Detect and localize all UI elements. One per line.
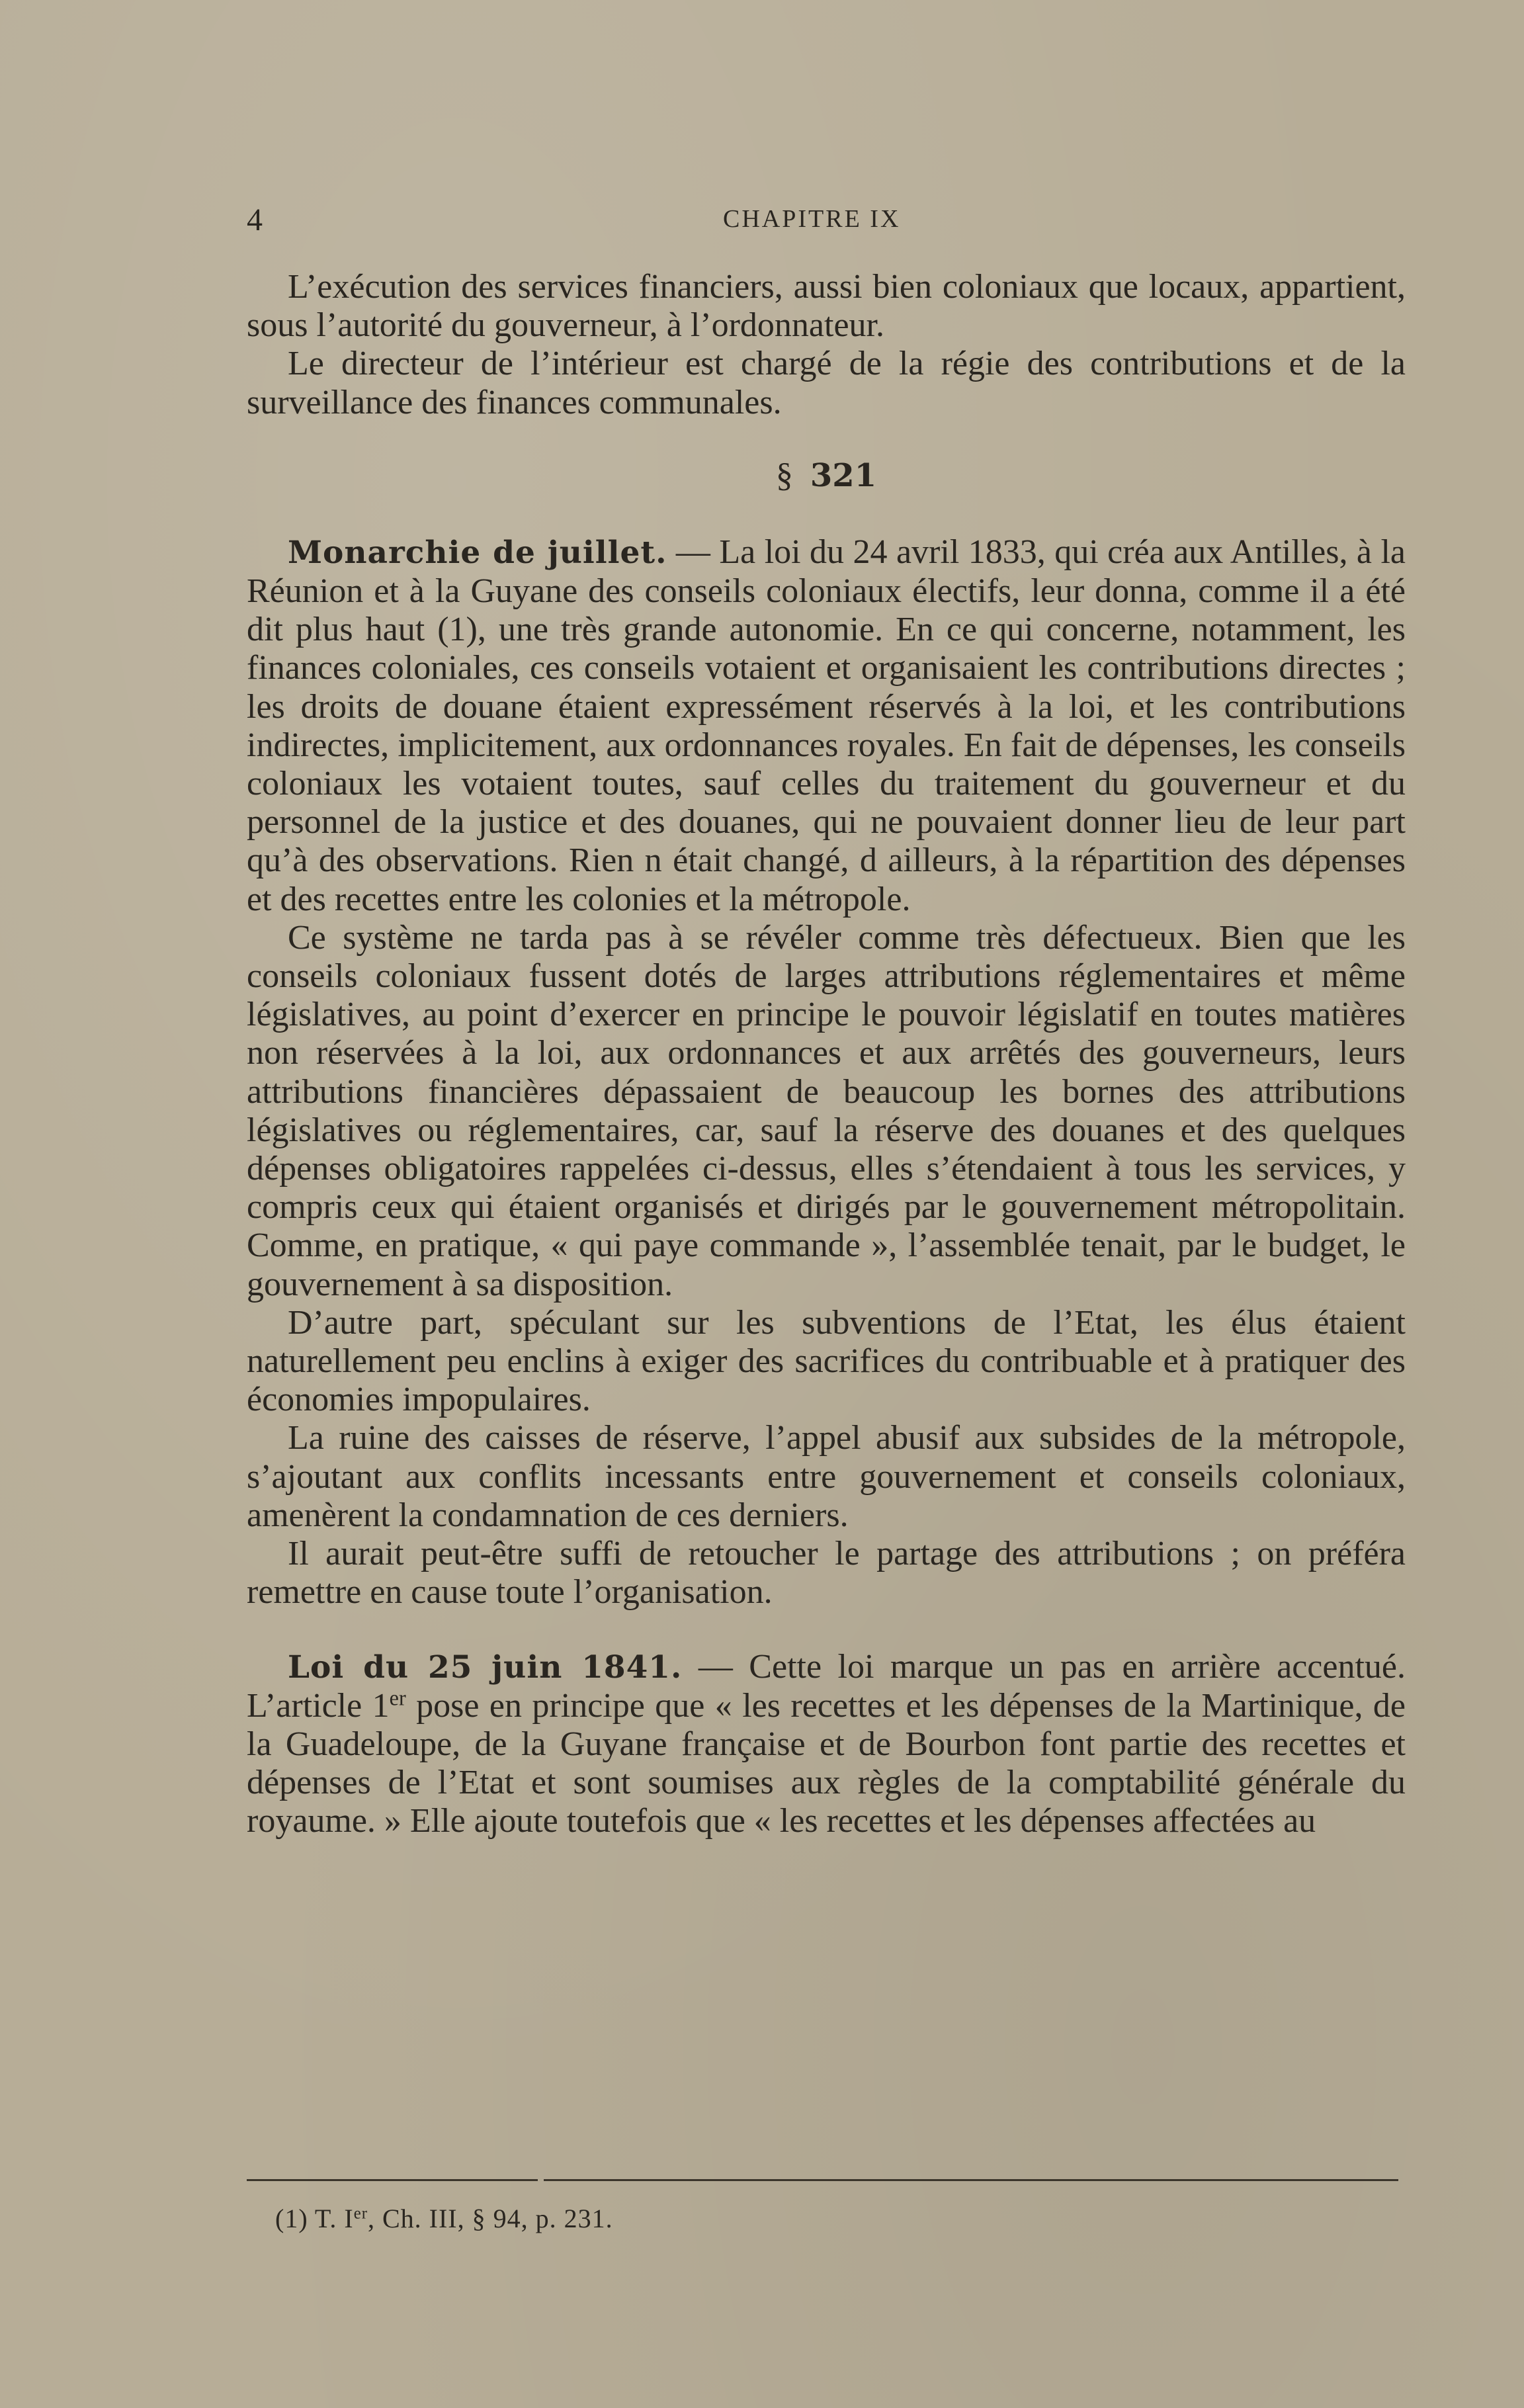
run-in-heading-monarchie: Monarchie de juillet. bbox=[288, 534, 667, 571]
footnote bbox=[275, 2203, 613, 2234]
footnote-rule-left bbox=[247, 2179, 538, 2181]
paragraph-1: L’exécution des services financiers, aussi bien coloniaux que locaux, appartient, sous l’autorité du gouverneur, à l’ordonnateur. bbox=[247, 268, 1406, 345]
page-header bbox=[247, 202, 1406, 241]
footnote-superscript: er bbox=[353, 2204, 368, 2223]
running-head: CHAPITRE IX bbox=[723, 205, 901, 233]
paragraph-gap bbox=[247, 1612, 1406, 1648]
section-symbol: § bbox=[775, 456, 793, 494]
paragraph-6: La ruine des caisses de réserve, l’appel abusif aux subsides de la métropole, s’ajoutant aux conflits incessants entre gouvernement et conseils coloniaux, amenèrent la condamnation de ces derniers. bbox=[247, 1419, 1406, 1534]
paragraph-7: Il aurait peut-être suffi de retoucher le partage des attributions ; on préféra remettre en cause toute l’organisation. bbox=[247, 1535, 1406, 1612]
footnote-text-b: , Ch. III, § 94, p. 231. bbox=[367, 2204, 613, 2233]
paragraph-monarchie bbox=[247, 533, 1406, 919]
paragraph-loi-1841 bbox=[247, 1648, 1406, 1841]
paragraph-loi-text-b: pose en principe que « les recettes et les dépenses de la Martinique, de la Guadeloupe, de la Guyane française et de Bourbon font partie des recettes et dépenses de l’Etat et sont soumises aux règles de la comptabilité générale du royaume. » Elle ajoute toutefois que « les recettes et les dépenses affectées au bbox=[247, 1686, 1406, 1840]
run-in-heading-loi-1841: Loi du 25 juin 1841. bbox=[288, 1649, 683, 1686]
section-number: 321 bbox=[810, 456, 877, 494]
paragraph-4: Ce système ne tarda pas à se révéler comme très défectueux. Bien que les conseils coloniaux fussent dotés de larges attributions réglementaires et même législatives, au point d’exercer en principe le pouvoir législatif en toutes matières non réservées à la loi, aux ordonnances et aux arrêtés des gouverneurs, leurs attributions financières dépassaient de beaucoup les bornes des attributions législatives ou réglementaires, car, sauf la réserve des douanes et des quelques dépenses obligatoires rappelées ci-dessus, elles s’étendaient à tous les services, y compris ceux qui étaient organisés et dirigés par le gouvernement métropolitain. Comme, en pratique, « qui paye commande », l’assemblée tenait, par le budget, le gouvernement à sa disposition. bbox=[247, 918, 1406, 1303]
paragraph-5: D’autre part, spéculant sur les subventions de l’Etat, les élus étaient naturellement peu enclins à exiger des sacrifices du contribuable et à pratiquer des économies impopulaires. bbox=[247, 1303, 1406, 1419]
page-number: 4 bbox=[247, 202, 263, 237]
body-text bbox=[247, 268, 1406, 1841]
paragraph-loi-text-a: — Cette loi marque un pas en arrière accentué. L’article 1 bbox=[247, 1647, 1406, 1725]
section-heading bbox=[247, 456, 1406, 495]
footnote-rule-right bbox=[544, 2179, 1398, 2181]
footnote-text-a: (1) T. I bbox=[275, 2204, 354, 2233]
paragraph-2: Le directeur de l’intérieur est chargé de la régie des contributions et de la surveillance des finances communales. bbox=[247, 345, 1406, 421]
superscript-er: er bbox=[389, 1685, 406, 1709]
paragraph-monarchie-text: — La loi du 24 avril 1833, qui créa aux Antilles, à la Réunion et à la Guyane des conseils coloniaux électifs, leur donna, comme il a été dit plus haut (1), une très grande autonomie. En ce qui concerne, notamment, les finances coloniales, ces conseils votaient et organisaient les contributions directes ; les droits de douane étaient expressément réservés à la loi, et les contributions indirectes, implicitement, aux ordonnances royales. En fait de dépenses, les conseils coloniaux les votaient toutes, sauf celles du traitement du gouverneur et du personnel de la justice et des douanes, qui ne pouvaient donner lieu de leur part qu’à des observations. Rien n était changé, d ailleurs, à la répartition des dépenses et des recettes entre les colonies et la métropole. bbox=[247, 533, 1406, 918]
